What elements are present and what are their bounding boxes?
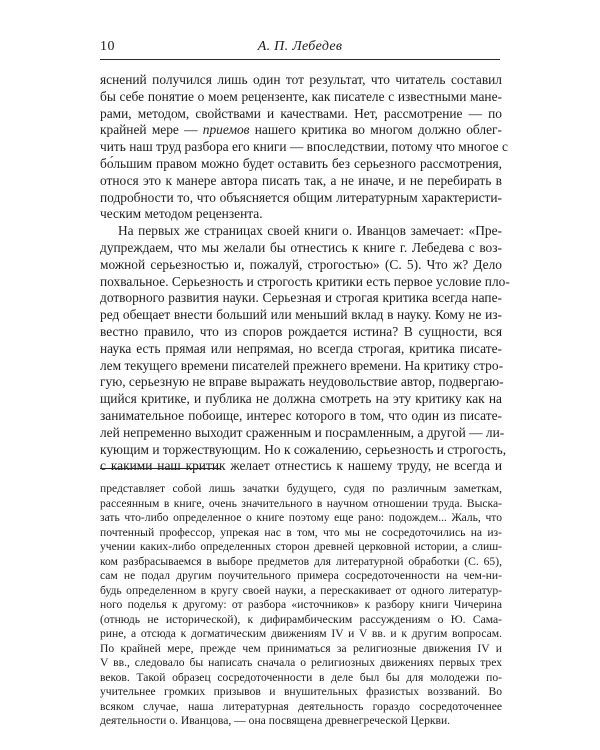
main-line: чить наш труд разбора его книги — впоследствии, потому что многое с (100, 139, 508, 155)
footnote-line: веков. Такой образец сосредоточенности в деле был бы для молодежи по- (100, 670, 502, 684)
footnote-block (100, 482, 502, 729)
main-line: щийся критике, и публика не должна смотреть на эту критику как на (100, 391, 502, 407)
footnote-line: почтенный профессор, упрекая нас в том, что мы не сосредоточились на из- (100, 525, 502, 539)
main-line: подробности то, что объясняется общим литературным характеристи- (100, 189, 502, 205)
footnote-line: всяком случае, наша литературная деятельность гораздо сосредоточеннее (100, 699, 502, 713)
italic-term: приемов (202, 122, 250, 138)
main-line: относя это к манере автора писать так, а не иначе, и не перебирать в (100, 172, 502, 188)
main-line: На первых же страницах своей книги о. Иванцов замечает: «Пре- (118, 223, 502, 239)
main-line: похвальное. Серьезность и строгость критики есть первое условие пло- (100, 273, 510, 289)
footnote-line: деятельности о. Иванцова, — она посвящена древнегреческой Церкви. (100, 714, 451, 727)
footnote-line: зать что-либо определенное о книге поэтому еще рано: подождем... Жаль, что (100, 511, 502, 524)
footnote-line: рассеянным в книге, очень значительного в научном отношении труда. Выска- (100, 496, 502, 510)
page-number: 10 (100, 39, 115, 54)
main-line: ческим методом рецензента. (100, 206, 263, 222)
main-line: дупреждаем, что мы желали бы отнестись к книге г. Лебедева с воз- (100, 239, 502, 255)
main-line: гую, серьезную не вправе выражать неудовольствие автор, подвергаю- (100, 374, 504, 390)
footnote-line: V вв., следовало бы написать сначала о религиозных движениях первых трех (100, 656, 502, 669)
main-line: яснений получился лишь один тот результат, что читатель составил (100, 72, 502, 87)
running-header (100, 37, 500, 60)
footnote-line: По крайней мере, прежде чем приниматься за религиозные движения IV и (100, 641, 502, 655)
main-line: крайней мере — приемов нашего критика во многом должно облег- (100, 122, 502, 138)
main-line: наука есть прямая или непрямая, но всегда строгая, критика писате- (100, 340, 502, 356)
main-line: лей непременно выходит сраженным и посрамленным, а другой — ли- (100, 424, 505, 440)
main-line: с какими наш критик желает отнестись к нашему труду, не всегда и (100, 458, 502, 474)
footnote-line: учительнее громких призывов и внушительных фразистых воззваний. Во (100, 685, 502, 698)
main-line: бо́льшим правом можно будет оставить без серьезного рассмотрения, (100, 155, 502, 171)
running-head-author: А. П. Лебедев (257, 39, 343, 54)
footnote-line: учении каких-либо определенных сторон древней церковной истории, а слиш- (100, 540, 502, 553)
main-line: бы себе понятие о моем рецензенте, как писателе с известными мане- (100, 88, 502, 104)
footnote-line: будь определенном в кругу своей науки, а перескакивает от одного литератур- (100, 583, 502, 597)
footnote-line: рине, а отсюда к догматическим движениям IV и V вв. и к другим вопросам. (100, 627, 502, 640)
main-line: дотворного развития науки. Серьезная и строгая критика всегда напе- (100, 290, 502, 306)
footnote-separator (100, 468, 220, 469)
main-line: занимательное побоище, интерес которого в том, что один из писате- (100, 407, 502, 423)
main-line: ред обещает внести больший или меньший вклад в науку. Кому не из- (100, 307, 502, 323)
footnote-line: сам не подал другим поучительного примера сосредоточенности на чем-ни- (100, 569, 502, 582)
main-line: вестно правило, что из споров рождается истина? В сущности, вся (100, 323, 502, 339)
footnote-line: ного поделья к другому: от разбора «источников» к разбору книги Чичерина (100, 598, 502, 611)
main-line: лем текущего времени писателей прежнего времени. На критику стро- (100, 357, 504, 373)
main-line: кующим и торжествующим. Но к сожалению, серьезность и строгость, (100, 441, 507, 457)
footnote-line: представляет собой лишь зачатки будущего, судя по различным заметкам, (100, 482, 502, 495)
footnote-line: ком разбрасываемся в выборе предметов для литературной обработки (С. 65), (100, 554, 502, 568)
main-text-block (100, 72, 510, 475)
main-line: рами, методом, свойствами и качествами. Нет, рассмотрение — по (100, 105, 502, 121)
main-line: можной серьезностью и, пожалуй, строгостью» (С. 5). Что ж? Дело (100, 256, 502, 272)
footnote-line: (отнюдь не исторической), к дифирамбическим рассуждениям о Ю. Сама- (100, 612, 502, 626)
